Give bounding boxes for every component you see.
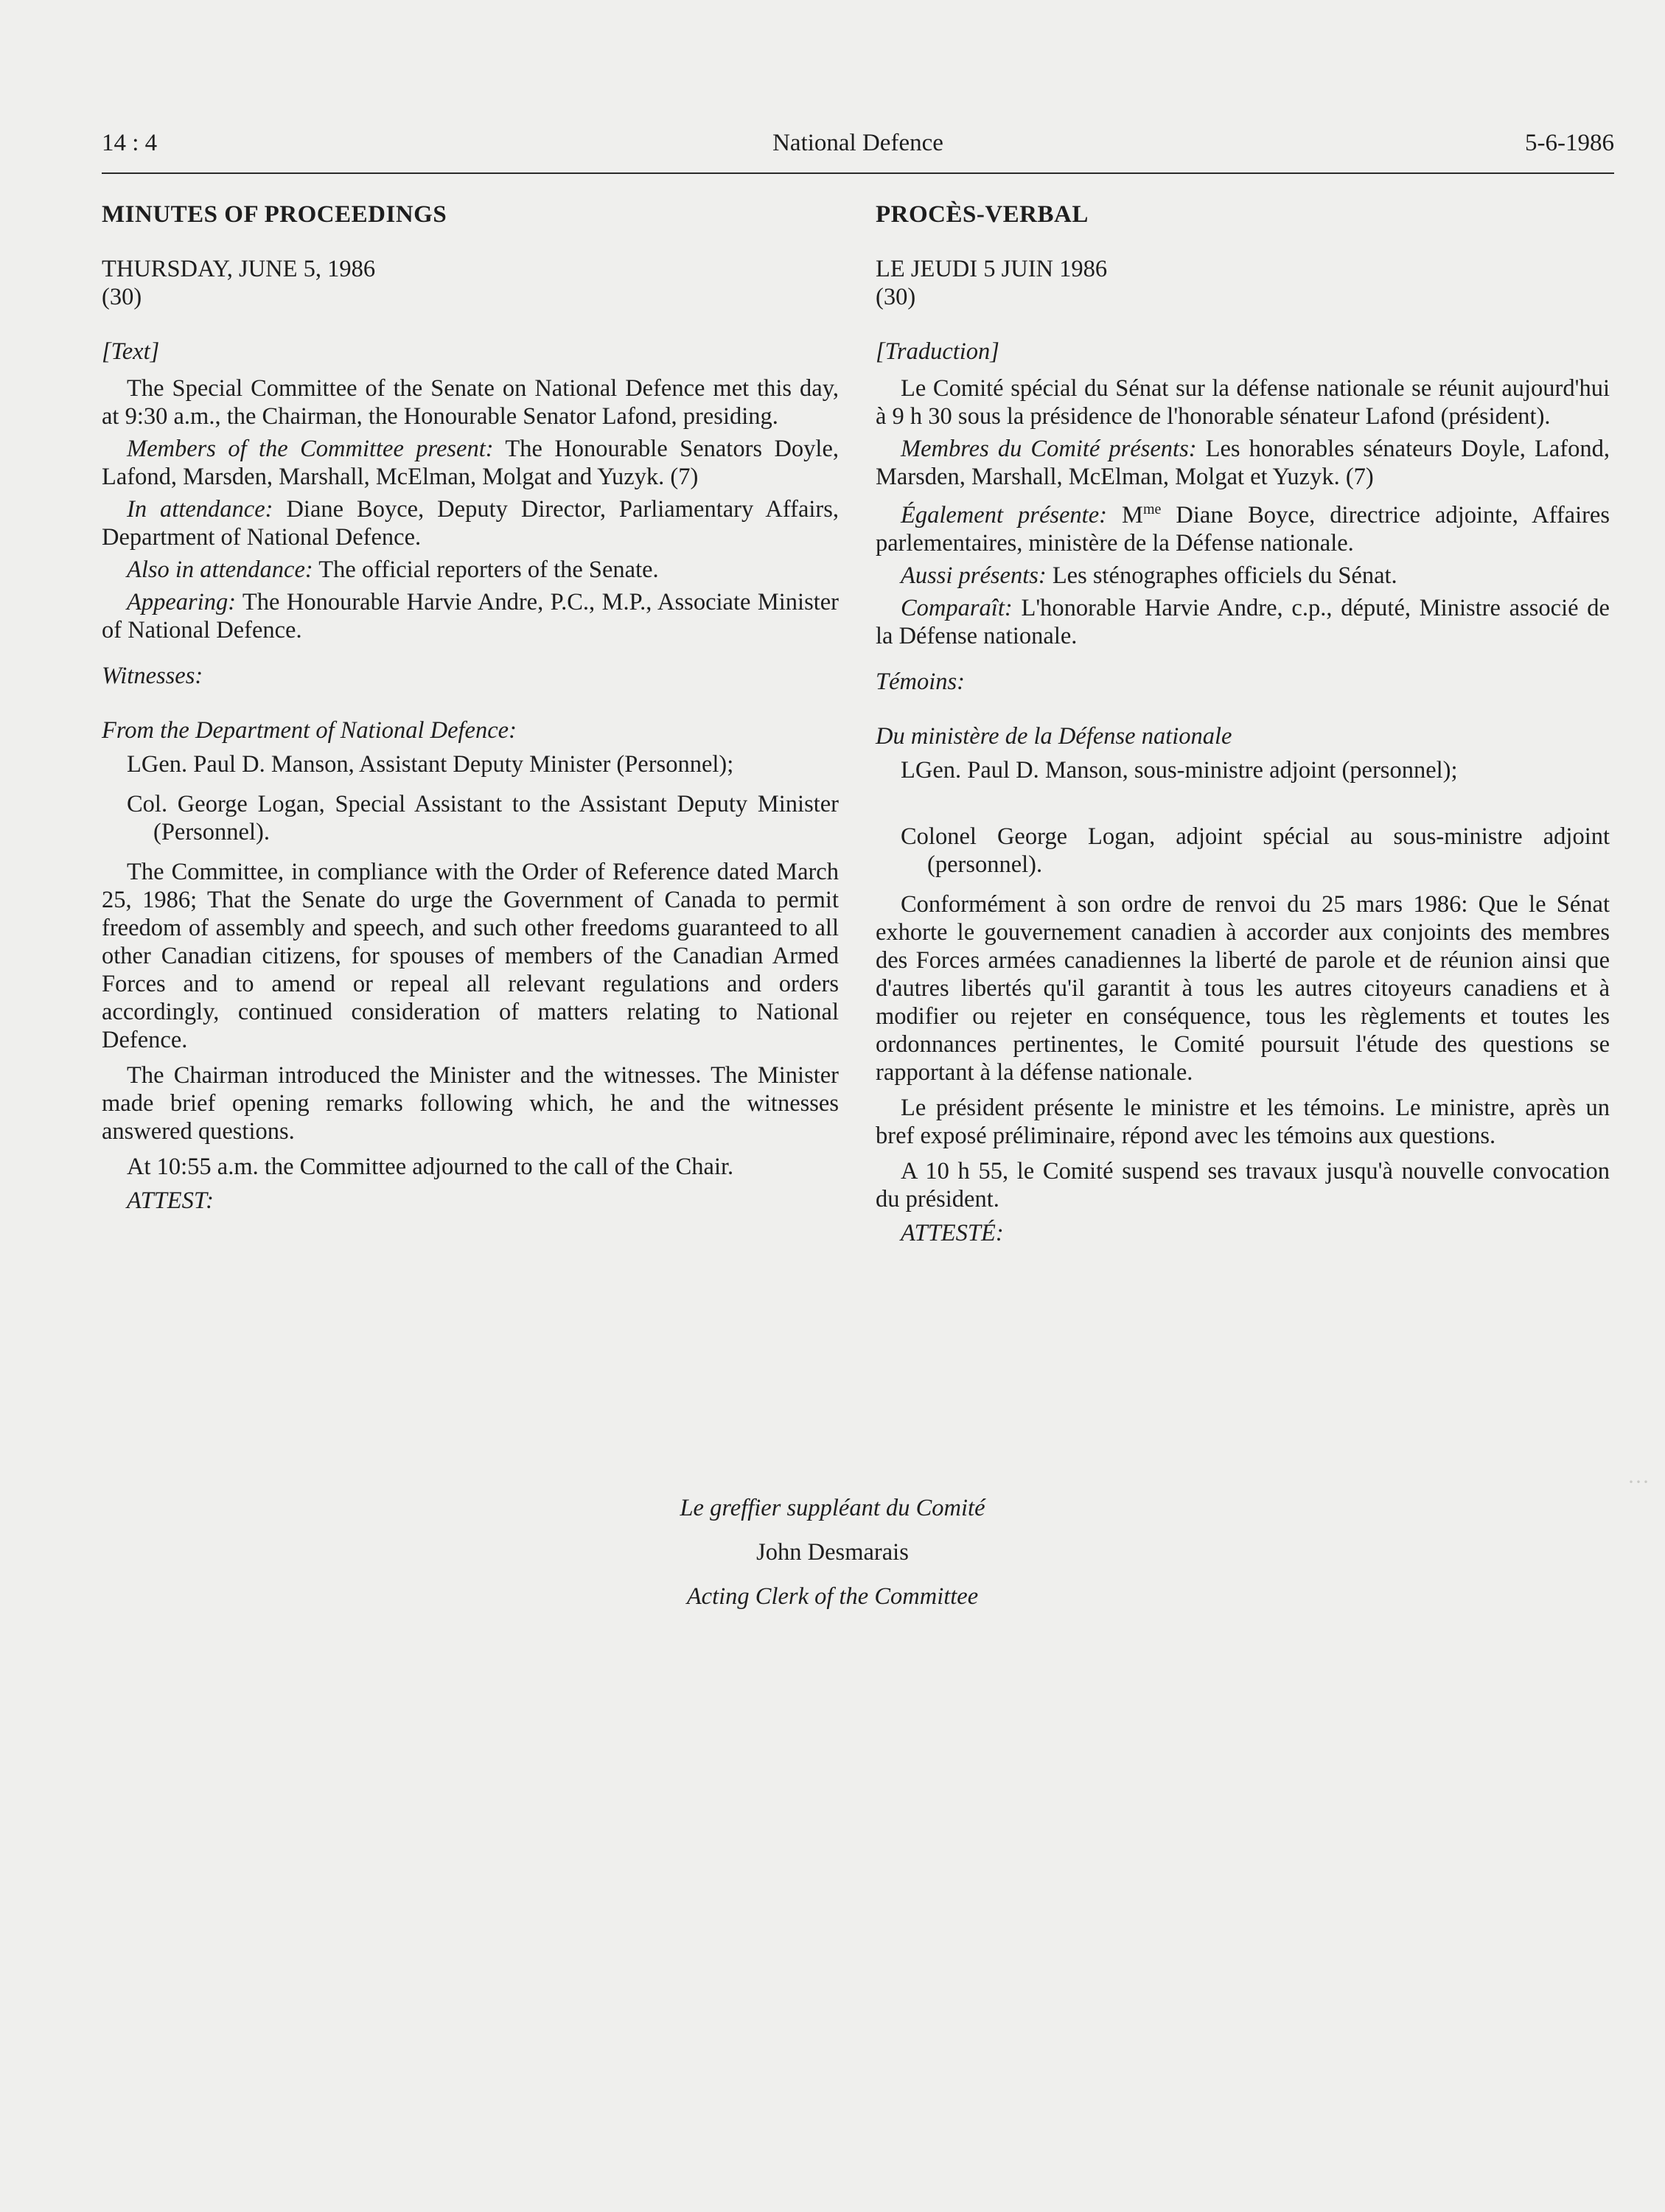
french-witness-1: LGen. Paul D. Manson, sous-ministre adjoint (personnel); [901, 756, 1458, 784]
french-department: Du ministère de la Défense nationale [876, 722, 1232, 750]
english-adjourned: At 10:55 a.m. the Committee adjourned to the call of the Chair. [127, 1154, 734, 1180]
french-witness-2: Colonel George Logan, adjoint spécial au sous-ministre adjoint (personnel). [901, 823, 1610, 878]
french-appearing-label: Comparaît: [901, 594, 1013, 621]
english-also-attendance [102, 556, 839, 584]
french-introduction: Le président présente le ministre et les témoins. Le ministre, après un bref exposé préliminaire, répond avec les témoins aux questions. [876, 1094, 1610, 1149]
signature-block [0, 1486, 1665, 1619]
french-attendance-label: Également présente: [901, 501, 1107, 528]
french-also-label: Aussi présents: [901, 562, 1047, 589]
english-heading: MINUTES OF PROCEEDINGS [102, 201, 447, 228]
english-department: From the Department of National Defence: [102, 717, 517, 744]
french-attendance-mme: M [1106, 501, 1143, 528]
french-adjourned: A 10 h 55, le Comité suspend ses travaux jusqu'à nouvelle convocation du président. [876, 1157, 1610, 1213]
english-appearing-label: Appearing: [127, 589, 237, 615]
french-attendance-mme-sup: me [1142, 501, 1162, 517]
french-members-text: Les honorables sénateurs Doyle, Lafond, Marsden, Marshall, McElman, Molgat et Yuzyk. (7) [876, 436, 1610, 490]
french-number: (30) [876, 284, 916, 310]
french-tag: [Traduction] [876, 338, 999, 365]
french-appearing-text: L'honorable Harvie Andre, c.p., député, Ministre associé de la Défense nationale. [876, 594, 1610, 649]
french-date: LE JEUDI 5 JUIN 1986 [876, 256, 1108, 282]
english-tag: [Text] [102, 338, 160, 365]
french-reference: Conformément à son ordre de renvoi du 25 mars 1986: Que le Sénat exhorte le gouvernement canadien à accorder aux conjoints des membres des Forces armées canadiennes la liberté de parole et de réunion ainsi que d'autres libertés qu'il garantit à tous les autres citoyeurs canadiens et à modifier ou rejeter en conséquence, tous les règlements et toutes les ordonnances pertinentes, le Comité poursuit l'étude des questions se rapportant à la défense nationale. [876, 890, 1610, 1086]
english-also-text: The official reporters of the Senate. [313, 557, 659, 583]
english-date: THURSDAY, JUNE 5, 1986 [102, 256, 376, 282]
english-witness-2: Col. George Logan, Special Assistant to the Assistant Deputy Minister (Personnel). [127, 791, 839, 845]
english-introduction: The Chairman introduced the Minister and the witnesses. The Minister made brief opening remarks following which, he and the witnesses answered questions. [102, 1062, 839, 1145]
english-column [102, 200, 839, 1215]
english-witnesses-label: Witnesses: [102, 663, 203, 689]
english-attendance [102, 495, 839, 551]
english-appearing-text: The Honourable Harvie Andre, P.C., M.P., Associate Minister of National Defence. [102, 589, 839, 643]
page-number: 14 : 4 [102, 130, 158, 156]
english-members-text: The Honourable Senators Doyle, Lafond, Marsden, Marshall, McElman, Molgat and Yuzyk. (7) [102, 436, 839, 490]
english-opening: The Special Committee of the Senate on National Defence met this day, at 9:30 a.m., the Chairman, the Honourable Senator Lafond, presiding. [102, 375, 839, 430]
running-date: 5-6-1986 [1525, 130, 1614, 156]
clerk-title-english: Acting Clerk of the Committee [686, 1583, 979, 1610]
french-members [876, 435, 1610, 491]
english-attendance-label: In attendance: [127, 496, 273, 523]
french-attest: ATTESTÉ: [901, 1219, 1004, 1246]
french-also-attendance [876, 562, 1610, 590]
english-reference: The Committee, in compliance with the Order of Reference dated March 25, 1986; That the Senate do urge the Government of Canada to permit freedom of assembly and speech, and such other freedoms guaranteed to all other Canadian citizens, for spouses of members of the Canadian Armed Forces and to amend or repeal all relevant regulations and orders accordingly, continued consideration of matters relating to National Defence. [102, 859, 839, 1053]
english-appearing [102, 588, 839, 644]
english-attendance-text: Diane Boyce, Deputy Director, Parliamentary Affairs, Department of National Defence. [102, 496, 839, 551]
english-number: (30) [102, 284, 142, 310]
french-column [876, 200, 1610, 1247]
french-appearing [876, 594, 1610, 650]
clerk-name: John Desmarais [756, 1539, 909, 1566]
french-also-text: Les sténographes officiels du Sénat. [1046, 562, 1397, 589]
clerk-title-french: Le greffier suppléant du Comité [680, 1495, 985, 1521]
running-title: National Defence [772, 130, 943, 156]
english-members-label: Members of the Committee present: [127, 436, 494, 462]
english-attest: ATTEST: [127, 1187, 214, 1214]
french-opening: Le Comité spécial du Sénat sur la défense nationale se réunit aujourd'hui à 9 h 30 sous la présidence de l'honorable sénateur Lafond (président). [876, 375, 1610, 430]
french-members-label: Membres du Comité présents: [901, 436, 1197, 462]
running-head [102, 127, 1614, 174]
french-witnesses-label: Témoins: [876, 668, 965, 695]
french-attendance [876, 495, 1610, 557]
english-also-label: Also in attendance: [127, 557, 313, 583]
bleed-through-mark: ··· [1627, 1470, 1650, 1494]
french-heading: PROCÈS-VERBAL [876, 201, 1089, 228]
english-witness-1: LGen. Paul D. Manson, Assistant Deputy Minister (Personnel); [127, 751, 734, 778]
english-members [102, 435, 839, 491]
french-attendance-text: Diane Boyce, directrice adjointe, Affaires parlementaires, ministère de la Défense nationale. [876, 501, 1610, 557]
